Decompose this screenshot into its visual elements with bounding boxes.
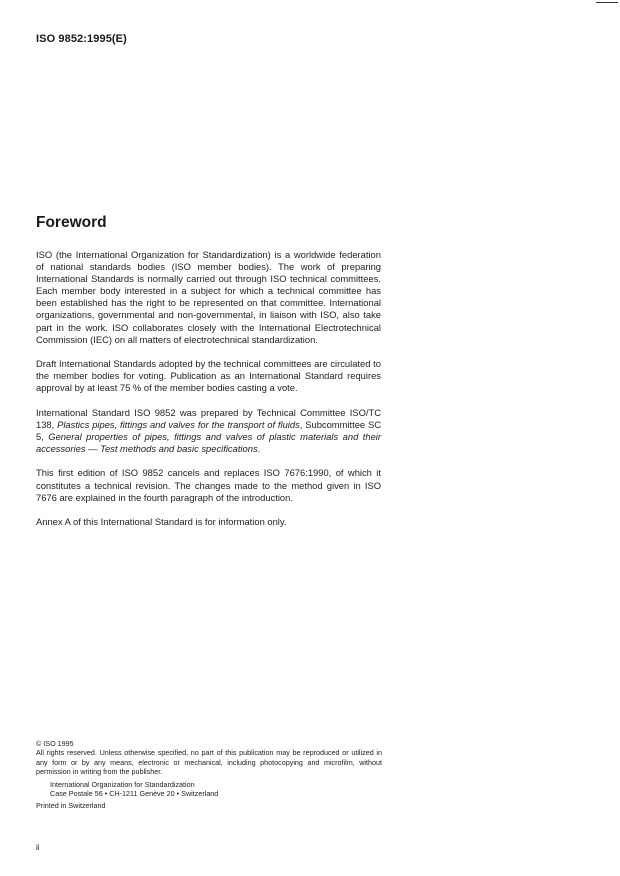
paragraph-technical-committee xyxy=(36,407,381,455)
page-number: ii xyxy=(36,843,40,852)
tc-text-1: International Standard ISO 9852 was prepared by Technical Committee ISO/TC 138, xyxy=(36,407,381,431)
corner-mark xyxy=(596,2,618,3)
copyright-notice: © ISO 1995 xyxy=(36,739,74,748)
tc-text-2: , Subcommittee SC 5, xyxy=(36,419,381,443)
organization-address-block xyxy=(50,780,382,799)
paragraph-edition: This first edition of ISO 9852 cancels and replaces ISO 7676:1990, of which it constitutes a technical revision. The changes made to the method given in ISO 7676 are explained in the fourth paragraph of the introduction. xyxy=(36,467,381,503)
foreword-title: Foreword xyxy=(36,214,107,231)
sc-title: General properties of pipes, fittings and valves of plastic materials and their accessories — Test methods and basic specifications xyxy=(36,431,381,455)
paragraph-iso-description: ISO (the International Organization for Standardization) is a worldwide federation of national standards bodies (ISO member bodies). The work of preparing International Standards is normally carried out through ISO technical committees. Each member body interested in a subject for which a technical committee has been established has the right to be represented on that committee. International organizations, governmental and non-governmental, in liaison with ISO, also take part in the work. ISO collaborates closely with the International Electrotechnical Commission (IEC) on all matters of electrotechnical standardization. xyxy=(36,249,381,345)
organization-name: International Organization for Standardization xyxy=(50,780,195,790)
foreword-body xyxy=(36,249,381,540)
rights-statement: All rights reserved. Unless otherwise specified, no part of this publication may be reproduced or utilized in any form or by any means, electronic or mechanical, including photocopying and microfilm, without permission in writing from the publisher. xyxy=(36,748,382,776)
paragraph-draft-standards: Draft International Standards adopted by the technical committees are circulated to the member bodies for voting. Publication as an International Standard requires approval by at least 75 % of the member bodies casting a vote. xyxy=(36,357,381,393)
document-id: ISO 9852:1995(E) xyxy=(36,33,127,45)
copyright-footer xyxy=(36,739,382,810)
printed-location: Printed in Switzerland xyxy=(36,800,106,810)
paragraph-annex: Annex A of this International Standard is for information only. xyxy=(36,515,287,527)
tc-title: Plastics pipes, fittings and valves for the transport of fluids xyxy=(57,419,300,431)
tc-text-3: . xyxy=(257,443,261,455)
organization-address: Case Postale 56 • CH-1211 Genève 20 • Switzerland xyxy=(50,789,219,799)
